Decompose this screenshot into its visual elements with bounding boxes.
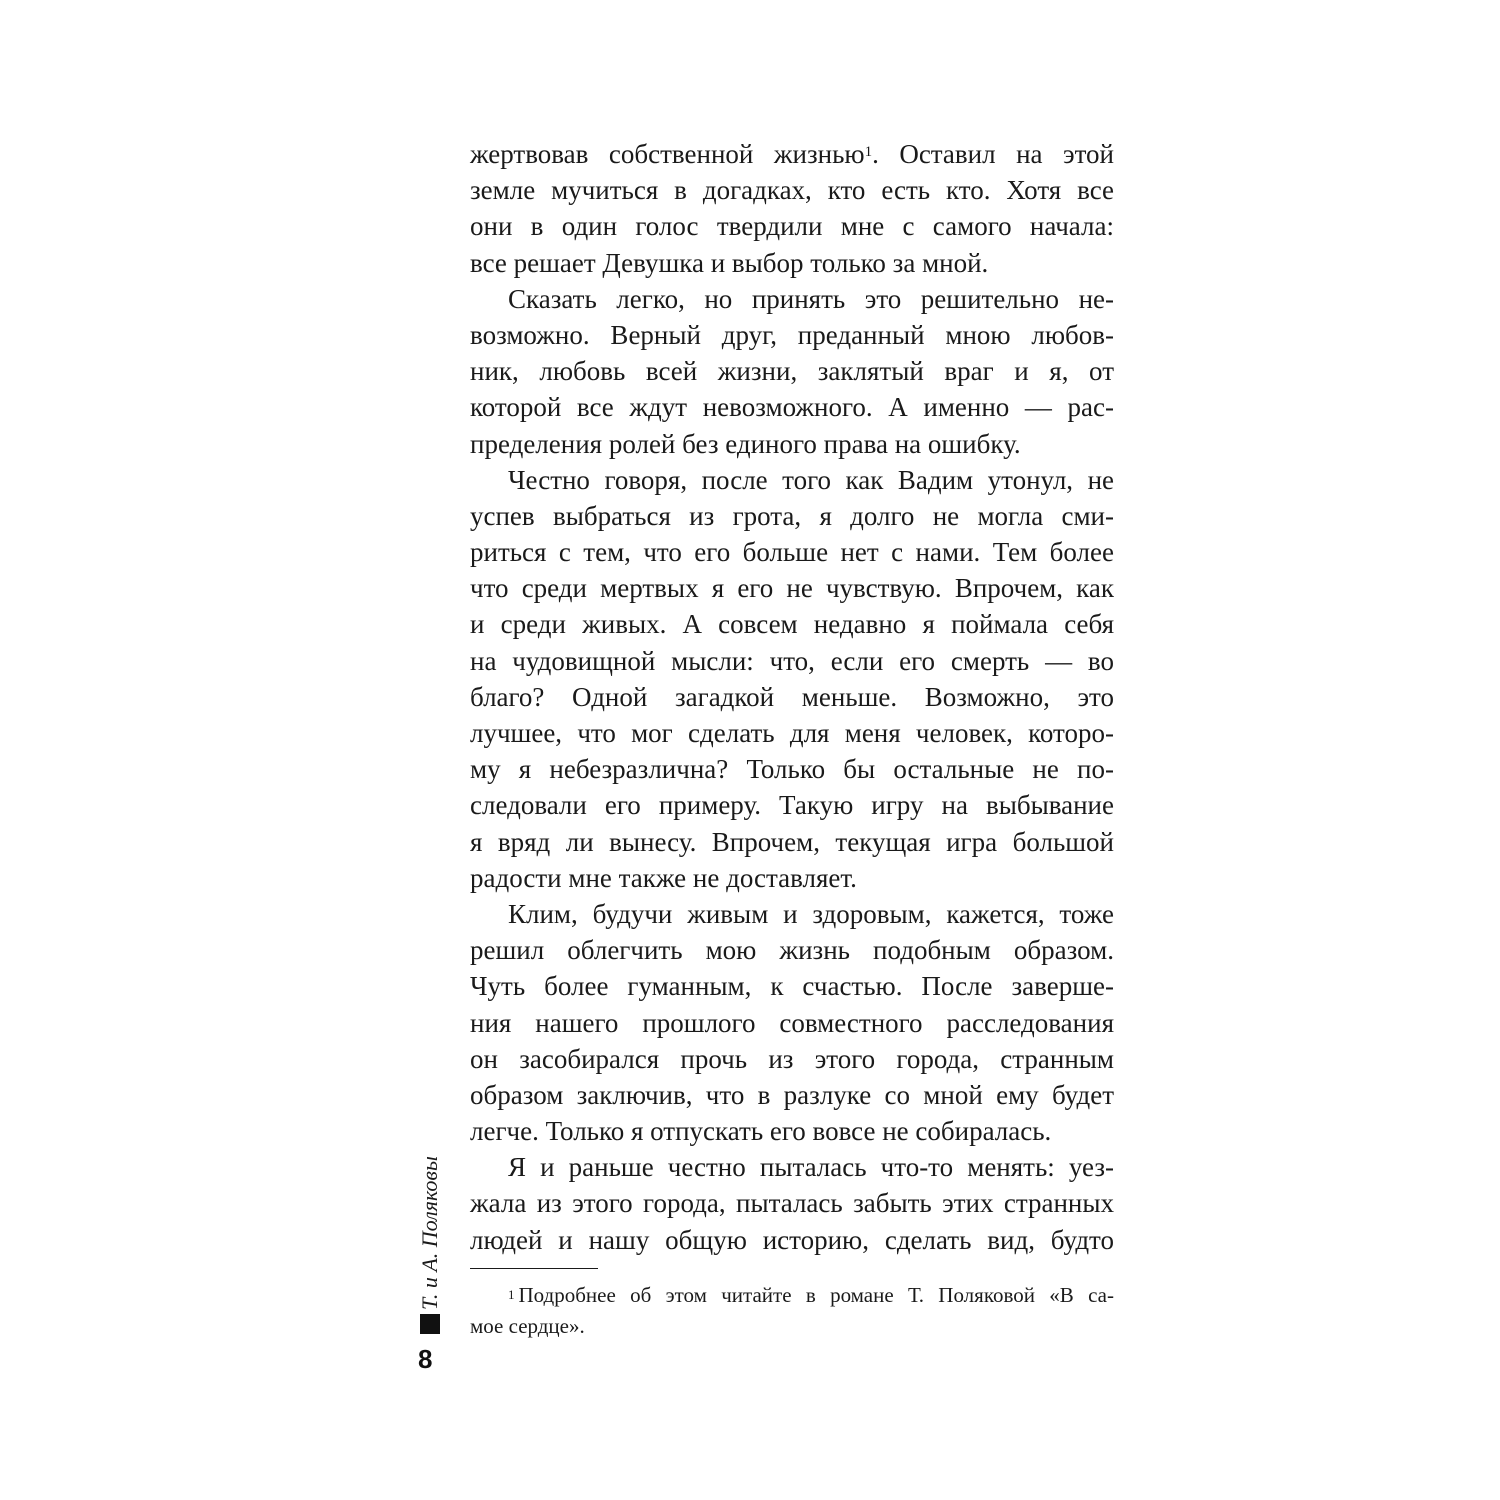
text-line: ник, любовь всей жизни, заклятый враг и я, от xyxy=(470,356,1114,387)
text-line: Я и раньше честно пыталась что-то менять: уез- xyxy=(508,1152,1114,1183)
text-line: следовали его примеру. Такую игру на выбывание xyxy=(470,790,1114,821)
text-line: земле мучиться в догадках, кто есть кто. Хотя все xyxy=(470,175,1114,206)
text-line: лучшее, что мог сделать для меня человек, которо- xyxy=(470,718,1114,748)
running-head xyxy=(415,1130,451,1310)
footnote-number: 1 xyxy=(508,1287,515,1302)
text-line: на чудовищной мысли: что, если его смерть — во xyxy=(470,645,1114,676)
text-line: риться с тем, что его больше нет с нами. Тем более xyxy=(470,537,1114,568)
text-line: все решает Девушка и выбор только за мной. xyxy=(470,247,989,278)
text-line: легче. Только я отпускать его вовсе не собиралась. xyxy=(470,1116,1052,1147)
text-line: благо? Одной загадкой меньше. Возможно, это xyxy=(470,681,1114,712)
footnote xyxy=(470,1280,1114,1342)
running-head-author: Т. и А. Поляковы xyxy=(417,1156,442,1310)
text-line: возможно. Верный друг, преданный мною любов- xyxy=(470,319,1114,350)
text-line: людей и нашу общую историю, сделать вид, будто xyxy=(470,1224,1114,1255)
body-text xyxy=(470,136,1114,1258)
text-line: ния нашего прошлого совместного расследования xyxy=(470,1007,1114,1038)
text-line: образом заключив, что в разлуке со мной ему будет xyxy=(470,1079,1114,1110)
text-line: радости мне также не доставляет. xyxy=(470,862,857,893)
text-line: которой все ждут невозможного. А именно — рас- xyxy=(470,392,1114,423)
footnote-line: мое сердце». xyxy=(470,1314,585,1338)
text-line: успев выбраться из грота, я долго не могла сми- xyxy=(470,500,1114,531)
text-line: они в один голос твердили мне с самого начала: xyxy=(470,211,1114,242)
text-line: Клим, будучи живым и здоровым, кажется, тоже xyxy=(508,898,1114,929)
text-line: му я небезразлична? Только бы остальные не по- xyxy=(470,754,1114,785)
text-line: что среди мертвых я его не чувствую. Впрочем, как xyxy=(470,573,1114,604)
text-line: жала из этого города, пыталась забыть этих странных xyxy=(470,1188,1114,1219)
footnote-reference: 1 xyxy=(864,144,873,160)
text-line: решил облегчить мою жизнь подобным образом. xyxy=(470,935,1114,966)
footnote-line: $^1$ Подробнее об этом читайте в романе Т. Поляковой «В са- xyxy=(508,1283,1114,1307)
page-marker-square xyxy=(420,1314,440,1334)
text-line: Чуть более гуманным, к счастью. После заверше- xyxy=(470,971,1114,1002)
text-line: он засобирался прочь из этого города, странным xyxy=(470,1043,1114,1074)
text-line: я вряд ли вынесу. Впрочем, текущая игра большой xyxy=(470,826,1114,857)
text-line: Сказать легко, но принять это решительно не- xyxy=(508,283,1114,314)
text-line: и среди живых. А совсем недавно я поймала себя xyxy=(470,609,1114,640)
text-line: Честно говоря, после того как Вадим утонул, не xyxy=(508,464,1114,495)
text-line: жертвовав собственной жизнью$^1$. Оставил на этой xyxy=(470,139,1115,169)
text-line: пределения ролей без единого права на ошибку. xyxy=(470,428,1021,459)
footnote-divider xyxy=(470,1268,598,1269)
page-number: 8 xyxy=(418,1344,433,1374)
